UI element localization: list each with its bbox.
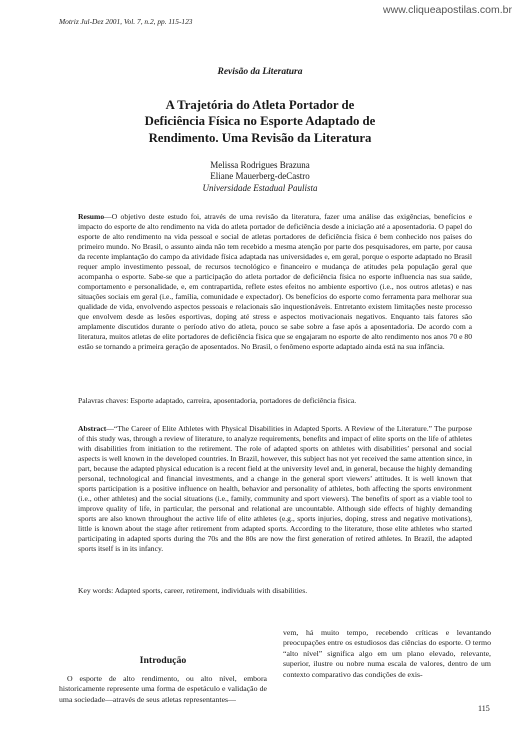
author-name: Eliane Mauerberg-deCastro [210,171,310,182]
section-label: Revisão da Literatura [217,67,303,77]
article-title [110,97,410,146]
title-line: Rendimento. Uma Revisão da Literatura [148,130,372,145]
running-head: Motriz Jul-Dez 2001, Vol. 7, n.2, pp. 115-123 [59,17,193,26]
intro-left-column: O esporte de alto rendimento, ou alto nível, embora historicamente represente uma forma de espetáculo e validação de uma sociedade—através de seus atletas representantes— [59,674,267,704]
resumo-paragraph [78,212,472,352]
intro-right-column: vem, há muito tempo, recebendo críticas e levantando preocupações entre os estudiosos das ciências do esporte. O termo “alto nível” significa algo em um plano elevado, relevante, superior, ilustre ou nobre numa escala de valores, dentro de um contexto comparativo das condições de exis- [283,628,491,679]
intro-heading: Introdução [139,655,187,666]
abstract-text: —“The Career of Elite Athletes with Physical Disabilities in Adapted Sports. A Review of the Literature.” The purpose of this study was, through a review of literature, to analyze requirements, benefits and impact of elite sports on the life of athletes with disabilities from initiation to the retirement. The role of adapted sports on athletes with disabilities’ personal and social aspects is well known in the developed countries. In Brazil, however, this subject has not yet received the same attention since, in part, because the adapted physical education is a recent field at the university level and, in general, because the highly demanding personal, technological and financial investments, and a change in the general sport viewers’ attitudes. It is well known that sports participation is a positive influence on health, behavior and personality of athletes, both affecting the sports environment (i.e., other athletes) and the social situations (i.e., family, community and sport viewers). The benefits of sport as a viable tool to improve quality of life, in particular, the personal and relational are uncountable. Although side effects of highly demanding sports are also known throughout the active life of elite athletes (e.g., sports injuries, doping, stress and negative motivations), little is known about the stage after retirement from adapted sports. According to the literature, those elite athletes who started participating in adapted sports during the 70s and the 80s are now the first generation of retired athletes. In Brazil, the adapted sports itself is in its infancy. [78,424,472,553]
resumo-lead: Resumo [78,212,105,221]
affiliation: Universidade Estadual Paulista [202,182,318,193]
page-number: 115 [478,704,490,713]
watermark-url: www.cliqueapostilas.com.br [383,4,512,16]
palavras-chave: Palavras chaves: Esporte adaptado, carreira, aposentadoria, portadores de deficiência física. [78,396,357,405]
title-line: A Trajetória do Atleta Portador de [165,98,355,112]
author-block [0,160,520,194]
abstract-paragraph [78,424,472,554]
keywords: Key words: Adapted sports, career, retirement, individuals with disabilities. [78,586,308,595]
abstract-lead: Abstract [78,424,107,433]
resumo-text: —O objetivo deste estudo foi, através de uma revisão da literatura, fazer uma análise das exigências, benefícios e impacto do esporte de alto rendimento na vida do atleta portador de deficiência desde a iniciação até a aposentadoria. O papel do esporte de alto rendimento na vida pessoal e social de atletas portadores de deficiência física é bem conhecido nos países do primeiro mundo. No Brasil, o assunto ainda não tem recebido a mesma atenção por parte dos pesquisadores, em parte, por causa da recente implantação do campo da atividade física adaptada nas universidades e, em geral, porque o esporte adaptado no Brasil requer amplo investimento pessoal, de recursos tecnológico e financeiro e mudança de atitudes pela população geral que acompanha o esporte. Sabe-se que a participação do atleta portador de deficiência física no esporte influencia nas sua saúde, comportamento e personalidade, e, em contrapartida, reflete estes efeitos no ambiente esportivo (i.e., nos outros atletas) e nas situações sociais em geral (i.e., família, comunidade e expectador). Os benefícios do esporte como ferramenta para melhorar sua qualidade de vida, envolvendo aspectos pessoais e relacionais são inquestionáveis. Entretanto existem limitações neste processo que envolvem desde as lesões esportivas, doping até stress e aspectos motivacionais negativos. Enquanto tais fatores são amplamente discutidos durante o período ativo do atleta, pouco se sabe sobre a fase após a aposentadoria. De acordo com a literatura, muitos atletas de elite portadores de deficiência física que se engajaram no esporte de alto rendimento nos anos 70 e 80 estão se tornando a primeira geração de aposentados. No Brasil, o fenômeno esporte adaptado ainda está na sua infância. [78,212,472,351]
author-name: Melissa Rodrigues Brazuna [210,160,310,170]
title-line: Deficiência Física no Esporte Adaptado de [144,114,376,129]
